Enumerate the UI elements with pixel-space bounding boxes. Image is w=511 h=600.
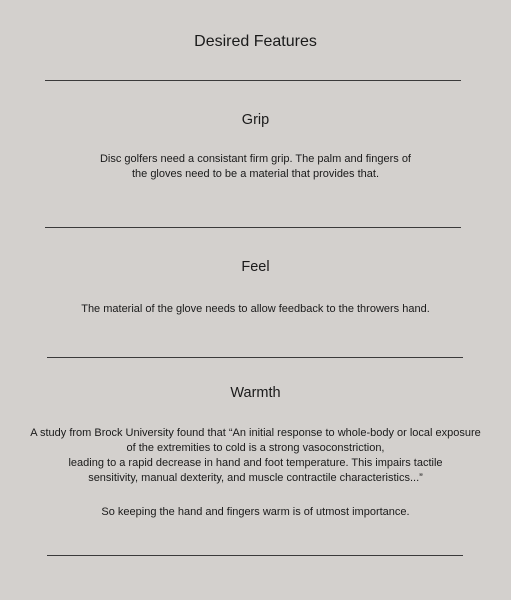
section-heading-feel: Feel xyxy=(241,259,270,275)
page-title: Desired Features xyxy=(194,33,317,50)
section-heading-warmth: Warmth xyxy=(230,385,281,401)
section-divider-feel xyxy=(47,357,463,358)
section-heading-grip: Grip xyxy=(241,112,270,128)
section-divider-grip xyxy=(45,227,461,228)
section-divider-top xyxy=(45,80,461,81)
section-text-feel: The material of the glove needs to allow feedback to the throwers hand. xyxy=(81,303,430,315)
section-text-warmth: A study from Brock University found that “An initial response to whole-body or local exposure of the extremities to cold is a strong vasoconstriction, leading to a rapid decrease in hand and foot temperature. This impairs tactile sensitivity, manual dexterity, and muscle contractile characteristics...” xyxy=(30,427,481,484)
section-conclusion-warmth: So keeping the hand and fingers warm is of utmost importance. xyxy=(101,506,410,518)
section-divider-bottom xyxy=(47,555,463,556)
section-text-grip: Disc golfers need a consistant firm grip. The palm and fingers of the gloves need to be a material that provides that. xyxy=(99,153,411,180)
